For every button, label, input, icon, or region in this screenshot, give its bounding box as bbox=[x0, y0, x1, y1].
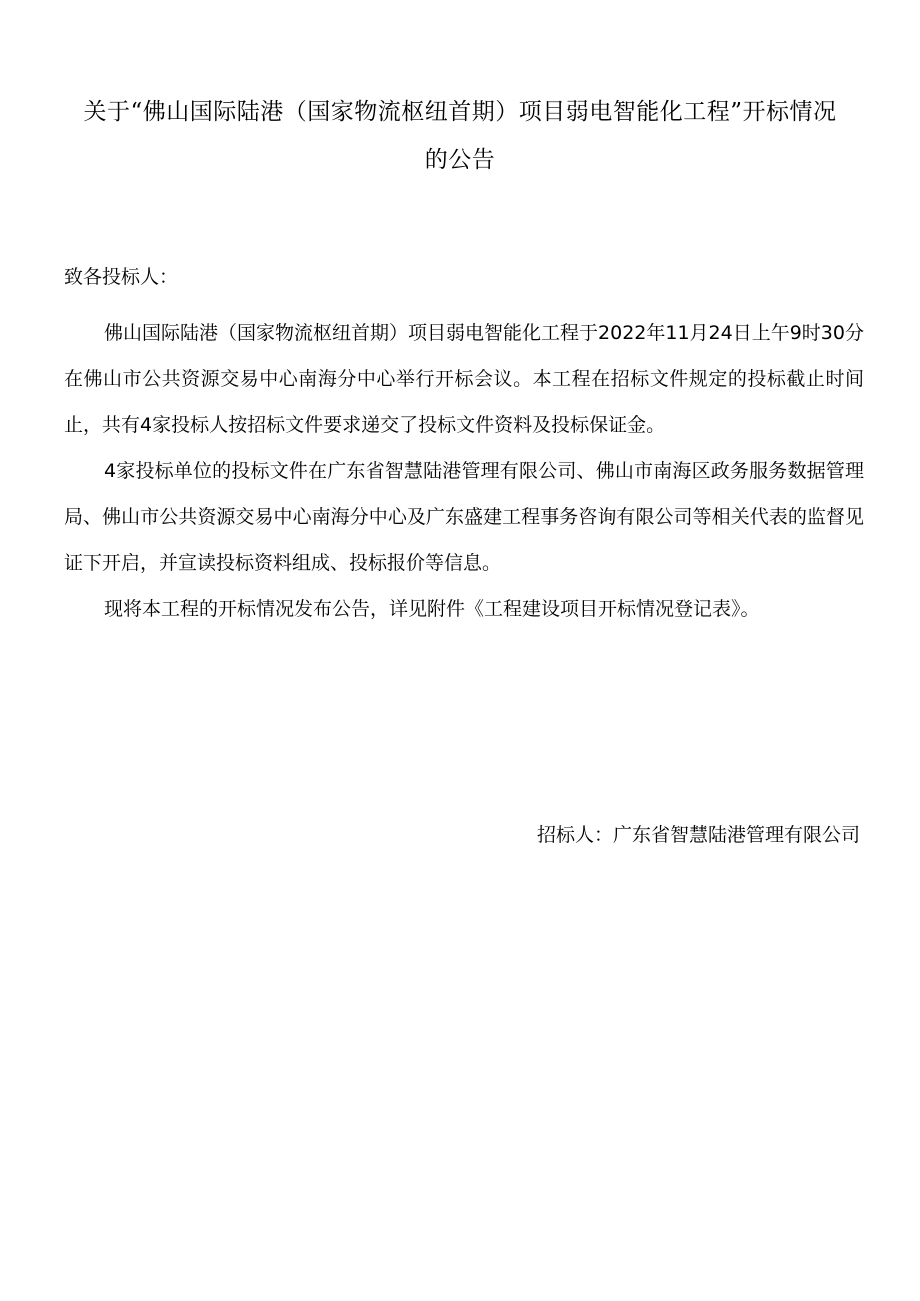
body-paragraph-3: 现将本工程的开标情况发布公告，详见附件《工程建设项目开标情况登记表》。 bbox=[104, 598, 760, 620]
body-paragraph-2: 4家投标单位的投标文件在广东省智慧陆港管理有限公司、佛山市南海区政务服务数据管理局、佛山市公共资源交易中心南海分中心及广东盛建工程事务咨询有限公司等相关代表的监督见证下开启，并宣读投标资料组成、投标报价等信息。 bbox=[64, 460, 864, 574]
announcement-title bbox=[40, 88, 880, 184]
announcement-body bbox=[64, 310, 864, 632]
title-line-1: 关于“佛山国际陆港（国家物流枢纽首期）项目弱电智能化工程”开标情况 bbox=[83, 99, 837, 125]
body-paragraph-1: 佛山国际陆港（国家物流枢纽首期）项目弱电智能化工程于2022年11月24日上午9时30分在佛山市公共资源交易中心南海分中心举行开标会议。本工程在招标文件规定的投标截止时间止，共有4家投标人按招标文件要求递交了投标文件资料及投标保证金。 bbox=[64, 322, 864, 436]
salutation: 致各投标人： bbox=[64, 266, 179, 288]
tenderer-signature: 招标人：广东省智慧陆港管理有限公司 bbox=[536, 824, 860, 846]
title-line-2: 的公告 bbox=[424, 147, 496, 173]
